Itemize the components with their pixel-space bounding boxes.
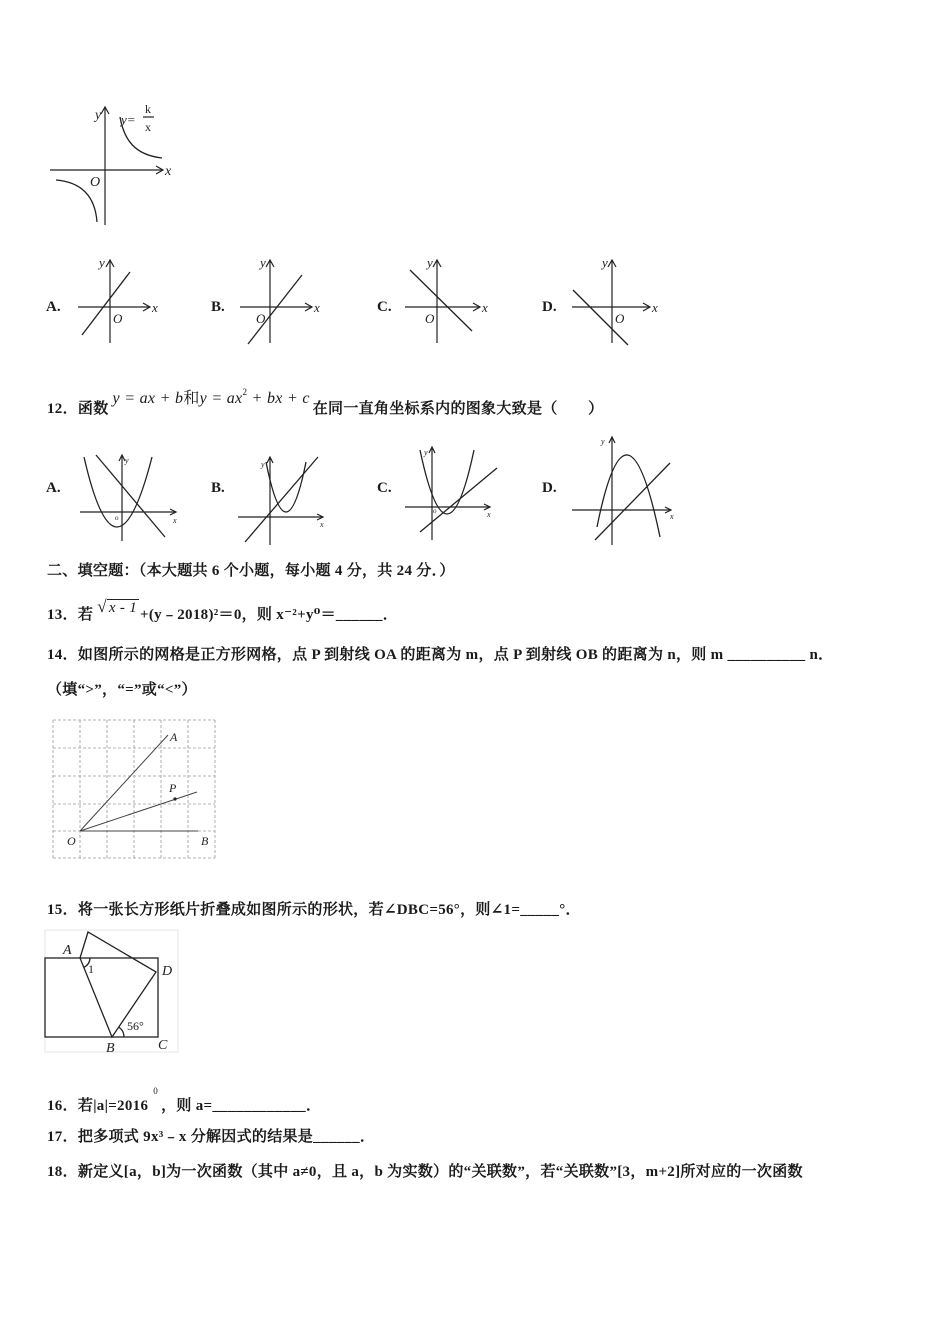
q13-square-root	[97, 598, 139, 617]
q12-formula-quadratic-a: y = ax	[199, 390, 243, 407]
hyperbola-figure	[45, 100, 180, 230]
question-12	[47, 383, 603, 418]
q16-prefix: 16．若|a|=2016	[47, 1098, 149, 1114]
point-p	[173, 797, 176, 800]
label-angle-56: 56°	[127, 1019, 144, 1033]
label-b: B	[201, 834, 209, 848]
question-17: 17．把多项式 9x³﹣x 分解因式的结果是______．	[47, 1129, 376, 1145]
y-axis-label: y	[125, 456, 129, 465]
parabola	[597, 455, 660, 537]
q11-option-b-label: B.	[211, 299, 225, 315]
q12-option-b-graph	[236, 452, 331, 547]
square-grid	[53, 720, 215, 858]
y-axis-label: y	[261, 460, 265, 469]
q12-formula-exponent: 2	[242, 387, 248, 397]
linear-function-line	[248, 275, 302, 344]
q12-formula-quadratic-b: + bx + c	[247, 390, 310, 407]
y-axis-label: y	[424, 448, 428, 457]
label-c: C	[158, 1038, 168, 1053]
formula-numerator: k	[145, 102, 151, 116]
label-a: A	[170, 730, 178, 744]
x-axis-label: x	[173, 516, 177, 525]
parabola	[420, 450, 474, 514]
formula-denominator: x	[145, 120, 151, 134]
q12-formula	[113, 383, 310, 408]
q12-option-a-label: A.	[46, 480, 61, 496]
q11-option-d-graph	[568, 255, 663, 347]
y-axis-label: y	[260, 255, 266, 270]
q16-suffix: ，则 a=____________．	[161, 1098, 322, 1114]
question-15: 15．将一张长方形纸片折叠成如图所示的形状，若∠DBC=56°，则∠1=_____°．	[47, 902, 581, 918]
origin-label: o	[433, 507, 437, 515]
origin-label: O	[615, 311, 625, 326]
q11-option-a-label: A.	[46, 299, 61, 315]
y-axis-label: y	[95, 108, 102, 123]
linear-function-line	[82, 272, 130, 335]
folded-flap	[80, 932, 156, 1037]
q12-formula-and: 和	[183, 390, 200, 407]
x-axis-label: x	[487, 510, 491, 519]
linear-function-line	[410, 270, 472, 331]
q16-superscript: 0	[153, 1086, 159, 1096]
x-axis-label: x	[670, 512, 674, 521]
origin-label: o	[115, 514, 119, 522]
x-axis-label: x	[320, 520, 324, 529]
q12-formula-linear: y = ax + b	[112, 390, 184, 407]
q12-option-d-graph	[568, 432, 678, 547]
x-axis-label: x	[152, 300, 158, 315]
x-axis-label: x	[314, 300, 320, 315]
q11-option-c-label: C.	[377, 299, 392, 315]
origin-label: O	[425, 311, 435, 326]
q13-radicand: x - 1	[108, 600, 137, 616]
label-angle-1: 1	[88, 962, 94, 976]
question-14-line-2: （填“>”，“=”或“<”）	[47, 682, 197, 698]
q11-option-d-label: D.	[542, 299, 557, 315]
y-axis-label: y	[427, 255, 433, 270]
q12-suffix: 在同一直角坐标系内的图象大致是（ ）	[312, 401, 604, 417]
origin-label: O	[256, 311, 266, 326]
y-axis-label: y	[601, 437, 605, 446]
question-16	[47, 1082, 321, 1115]
q15-fold-figure	[43, 928, 181, 1056]
label-d: D	[162, 964, 173, 979]
label-p: P	[169, 781, 177, 795]
linear-function-line	[245, 457, 318, 542]
label-b: B	[106, 1041, 115, 1056]
parabola	[266, 462, 306, 512]
q14-grid-figure	[50, 716, 220, 862]
origin-label: O	[113, 311, 123, 326]
sqrt-sign: √	[97, 597, 107, 616]
question-13	[47, 598, 398, 624]
x-axis-label: x	[165, 164, 172, 179]
q11-option-a-graph	[75, 255, 170, 347]
x-axis-label: x	[482, 300, 488, 315]
origin-label: O	[90, 175, 101, 190]
q11-option-c-graph	[402, 255, 497, 347]
q12-option-b-label: B.	[211, 480, 225, 496]
section-2-heading: 二、填空题：（本大题共 6 个小题，每小题 4 分，共 24 分．）	[47, 563, 455, 579]
q11-option-b-graph	[237, 255, 332, 347]
q13-prefix: 13．若	[47, 607, 94, 623]
q13-suffix: +(y﹣2018)²＝0，则 x⁻²+y⁰＝______．	[140, 607, 399, 623]
label-a: A	[63, 943, 72, 958]
y-axis-label: y	[99, 255, 105, 270]
label-o: O	[67, 834, 76, 848]
question-14-line-1: 14．如图所示的网格是正方形网格，点 P 到射线 OA 的距离为 m，点 P 到射线 OB 的距离为 n，则 m __________ n．	[47, 647, 834, 663]
q12-option-c-graph	[402, 443, 499, 543]
question-18: 18．新定义[a，b]为一次函数（其中 a≠0，且 a，b 为实数）的“关联数”，若“关联数”[3，m+2]所对应的一次函数	[47, 1164, 803, 1180]
q12-option-d-label: D.	[542, 480, 557, 496]
angle-dbc-arc	[119, 1027, 124, 1037]
q12-option-a-graph	[78, 450, 183, 545]
y-axis-label: y	[602, 255, 608, 270]
q12-prefix: 12．函数	[47, 401, 109, 417]
linear-function-line	[96, 455, 165, 537]
q12-option-c-label: C.	[377, 480, 392, 496]
formula-lhs: y=	[121, 112, 136, 127]
x-axis-label: x	[652, 300, 658, 315]
